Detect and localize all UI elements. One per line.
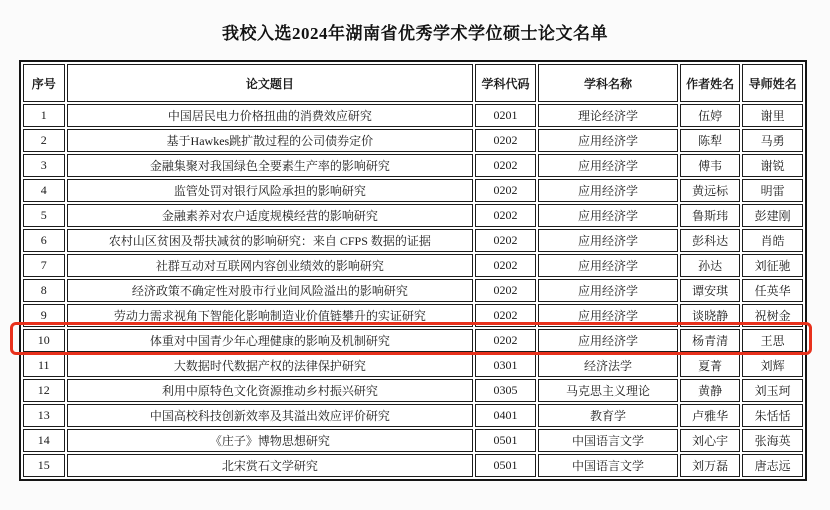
cell-supervisor-name: 王思 xyxy=(742,329,803,352)
cell-supervisor-name: 刘征驰 xyxy=(742,254,803,277)
cell-supervisor-name: 刘玉珂 xyxy=(742,379,803,402)
table-row xyxy=(23,254,803,277)
cell-subject-code: 0202 xyxy=(475,304,536,327)
cell-supervisor-name: 刘辉 xyxy=(742,354,803,377)
cell-author-name: 孙达 xyxy=(680,254,740,277)
cell-subject-name: 经济法学 xyxy=(538,354,678,377)
cell-thesis-title: 监管处罚对银行风险承担的影响研究 xyxy=(67,179,474,202)
cell-supervisor-name: 唐志远 xyxy=(742,454,803,477)
table-row xyxy=(23,329,803,352)
cell-supervisor-name: 朱恬恬 xyxy=(742,404,803,427)
cell-index: 4 xyxy=(23,179,65,202)
column-header: 序号 xyxy=(23,64,65,102)
table-row xyxy=(23,104,803,127)
cell-author-name: 傅韦 xyxy=(680,154,740,177)
table-row xyxy=(23,279,803,302)
cell-index: 11 xyxy=(23,354,65,377)
table-row xyxy=(23,404,803,427)
cell-author-name: 刘万磊 xyxy=(680,454,740,477)
cell-author-name: 伍婷 xyxy=(680,104,740,127)
cell-thesis-title: 金融素养对农户适度规模经营的影响研究 xyxy=(67,204,474,227)
table-row xyxy=(23,304,803,327)
cell-subject-code: 0401 xyxy=(475,404,536,427)
cell-author-name: 刘心宇 xyxy=(680,429,740,452)
cell-thesis-title: 体重对中国青少年心理健康的影响及机制研究 xyxy=(67,329,474,352)
cell-author-name: 谈晓静 xyxy=(680,304,740,327)
cell-subject-name: 应用经济学 xyxy=(538,229,678,252)
column-header: 学科代码 xyxy=(475,64,536,102)
column-header: 论文题目 xyxy=(67,64,474,102)
cell-index: 10 xyxy=(23,329,65,352)
cell-thesis-title: 《庄子》博物思想研究 xyxy=(67,429,474,452)
cell-author-name: 陈犁 xyxy=(680,129,740,152)
cell-index: 8 xyxy=(23,279,65,302)
table-row xyxy=(23,204,803,227)
cell-index: 14 xyxy=(23,429,65,452)
cell-supervisor-name: 马勇 xyxy=(742,129,803,152)
cell-subject-name: 中国语言文学 xyxy=(538,429,678,452)
cell-author-name: 黄静 xyxy=(680,379,740,402)
cell-supervisor-name: 明雷 xyxy=(742,179,803,202)
table-body xyxy=(23,104,803,477)
table-row xyxy=(23,154,803,177)
cell-subject-code: 0202 xyxy=(475,154,536,177)
thesis-table xyxy=(19,60,807,481)
cell-thesis-title: 中国高校科技创新效率及其溢出效应评价研究 xyxy=(67,404,474,427)
cell-subject-code: 0202 xyxy=(475,179,536,202)
cell-supervisor-name: 谢里 xyxy=(742,104,803,127)
cell-author-name: 鲁斯玮 xyxy=(680,204,740,227)
cell-author-name: 黄远标 xyxy=(680,179,740,202)
cell-index: 1 xyxy=(23,104,65,127)
cell-subject-code: 0202 xyxy=(475,129,536,152)
cell-author-name: 彭科达 xyxy=(680,229,740,252)
cell-supervisor-name: 肖皓 xyxy=(742,229,803,252)
cell-subject-code: 0501 xyxy=(475,454,536,477)
column-header: 学科名称 xyxy=(538,64,678,102)
table-header-row xyxy=(23,64,803,102)
cell-supervisor-name: 张海英 xyxy=(742,429,803,452)
cell-subject-name: 理论经济学 xyxy=(538,104,678,127)
cell-thesis-title: 经济政策不确定性对股市行业间风险溢出的影响研究 xyxy=(67,279,474,302)
table-row xyxy=(23,179,803,202)
cell-subject-code: 0301 xyxy=(475,354,536,377)
table-row xyxy=(23,379,803,402)
cell-author-name: 谭安琪 xyxy=(680,279,740,302)
cell-index: 9 xyxy=(23,304,65,327)
cell-subject-name: 马克思主义理论 xyxy=(538,379,678,402)
column-header: 导师姓名 xyxy=(742,64,803,102)
table-row xyxy=(23,354,803,377)
cell-index: 2 xyxy=(23,129,65,152)
cell-thesis-title: 金融集聚对我国绿色全要素生产率的影响研究 xyxy=(67,154,474,177)
table-row xyxy=(23,129,803,152)
cell-thesis-title: 中国居民电力价格扭曲的消费效应研究 xyxy=(67,104,474,127)
cell-thesis-title: 农村山区贫困及帮扶减贫的影响研究：来自 CFPS 数据的证据 xyxy=(67,229,474,252)
table-row xyxy=(23,429,803,452)
cell-subject-name: 应用经济学 xyxy=(538,304,678,327)
cell-supervisor-name: 任英华 xyxy=(742,279,803,302)
cell-subject-code: 0202 xyxy=(475,329,536,352)
cell-subject-name: 教育学 xyxy=(538,404,678,427)
cell-subject-name: 应用经济学 xyxy=(538,179,678,202)
cell-subject-name: 中国语言文学 xyxy=(538,454,678,477)
cell-supervisor-name: 祝树金 xyxy=(742,304,803,327)
cell-index: 3 xyxy=(23,154,65,177)
cell-author-name: 夏菁 xyxy=(680,354,740,377)
cell-subject-name: 应用经济学 xyxy=(538,279,678,302)
cell-thesis-title: 基于Hawkes跳扩散过程的公司债券定价 xyxy=(67,129,474,152)
cell-subject-name: 应用经济学 xyxy=(538,204,678,227)
cell-index: 6 xyxy=(23,229,65,252)
cell-subject-code: 0202 xyxy=(475,229,536,252)
cell-thesis-title: 北宋赏石文学研究 xyxy=(67,454,474,477)
cell-author-name: 杨青清 xyxy=(680,329,740,352)
cell-subject-code: 0202 xyxy=(475,279,536,302)
cell-supervisor-name: 彭建刚 xyxy=(742,204,803,227)
cell-author-name: 卢雅华 xyxy=(680,404,740,427)
cell-index: 7 xyxy=(23,254,65,277)
cell-thesis-title: 社群互动对互联网内容创业绩效的影响研究 xyxy=(67,254,474,277)
cell-supervisor-name: 谢锐 xyxy=(742,154,803,177)
cell-index: 13 xyxy=(23,404,65,427)
thesis-table-wrapper xyxy=(19,60,807,481)
table-row xyxy=(23,229,803,252)
cell-thesis-title: 劳动力需求视角下智能化影响制造业价值链攀升的实证研究 xyxy=(67,304,474,327)
cell-thesis-title: 大数据时代数据产权的法律保护研究 xyxy=(67,354,474,377)
cell-subject-code: 0202 xyxy=(475,254,536,277)
cell-subject-code: 0501 xyxy=(475,429,536,452)
cell-subject-name: 应用经济学 xyxy=(538,329,678,352)
table-row xyxy=(23,454,803,477)
cell-subject-code: 0305 xyxy=(475,379,536,402)
cell-index: 12 xyxy=(23,379,65,402)
cell-subject-name: 应用经济学 xyxy=(538,154,678,177)
cell-subject-code: 0202 xyxy=(475,204,536,227)
cell-thesis-title: 利用中原特色文化资源推动乡村振兴研究 xyxy=(67,379,474,402)
cell-subject-name: 应用经济学 xyxy=(538,129,678,152)
cell-subject-code: 0201 xyxy=(475,104,536,127)
cell-index: 15 xyxy=(23,454,65,477)
page-title: 我校入选2024年湖南省优秀学术学位硕士论文名单 xyxy=(222,24,608,43)
cell-index: 5 xyxy=(23,204,65,227)
cell-subject-name: 应用经济学 xyxy=(538,254,678,277)
column-header: 作者姓名 xyxy=(680,64,740,102)
